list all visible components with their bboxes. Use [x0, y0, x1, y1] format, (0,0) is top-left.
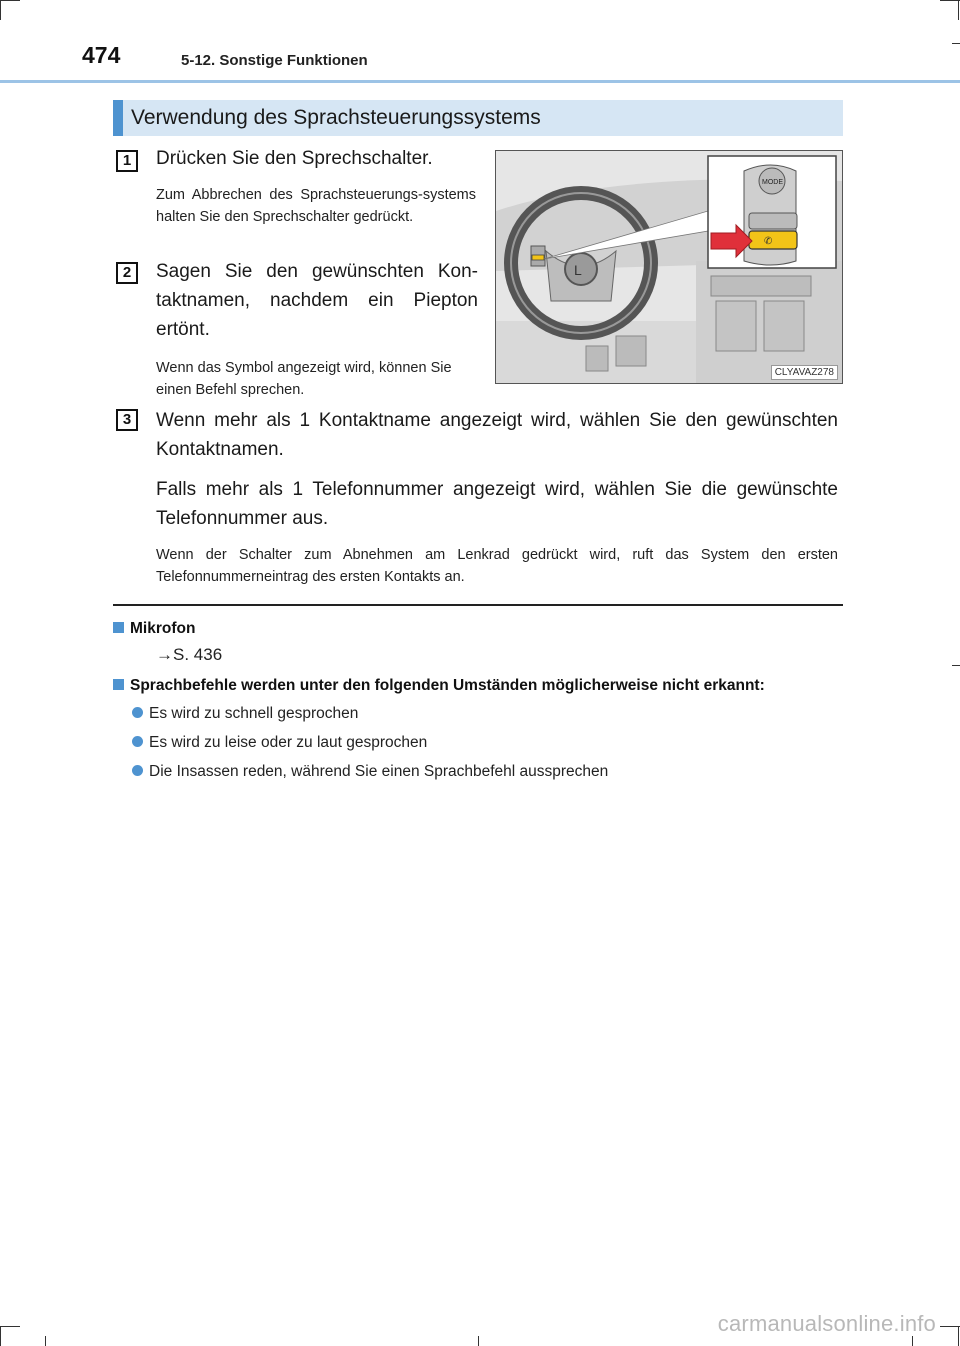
step-number-1: 1 — [116, 150, 138, 172]
round-bullet-icon — [132, 765, 143, 776]
crop-mark — [958, 0, 959, 20]
step-3-text-2: Falls mehr als 1 Telefonnummer angezeigt wird, wählen Sie die gewünschte Telefonnummer aus. — [156, 479, 838, 529]
step-2-text: Sagen Sie den gewünschten Kon-taktnamen, nachdem ein Piepton ertönt. — [156, 261, 478, 340]
round-bullet-icon — [132, 736, 143, 747]
list-item: Die Insassen reden, während Sie einen Sprachbefehl aussprechen — [132, 763, 608, 781]
crop-mark — [952, 43, 960, 44]
step-number-2: 2 — [116, 262, 138, 284]
step-3-note: Wenn der Schalter zum Abnehmen am Lenkrad gedrückt wird, ruft das System den ersten Telefonnummerneintrag des ersten Kontakts an. — [156, 547, 838, 585]
recognition-heading: Sprachbefehle werden unter den folgenden Umständen möglicherweise nicht erkannt: — [113, 677, 765, 695]
mikrofon-heading: Mikrofon — [113, 620, 195, 638]
list-item: Es wird zu leise oder zu laut gesprochen — [132, 734, 427, 752]
step-1-note: Zum Abbrechen des Sprachsteuerungs-systems halten Sie den Sprechschalter gedrückt. — [156, 187, 476, 225]
page-reference-link[interactable]: →S. 436 — [156, 645, 223, 664]
chapter-title: 5-12. Sonstige Funktionen — [181, 52, 368, 69]
crop-mark — [958, 1326, 959, 1346]
step-1-text: Drücken Sie den Sprechschalter. — [156, 148, 433, 169]
svg-text:L: L — [574, 262, 582, 278]
round-bullet-icon — [132, 707, 143, 718]
steering-wheel-illustration — [495, 150, 843, 384]
illustration-code: CLYAVAZ278 — [771, 365, 838, 380]
crop-mark — [0, 0, 20, 1]
svg-text:✆: ✆ — [764, 236, 773, 247]
header-rule — [0, 80, 960, 83]
crop-mark — [478, 1336, 479, 1346]
steering-wheel-drawing — [496, 151, 842, 383]
crop-mark — [912, 1336, 913, 1346]
section-divider — [113, 604, 843, 606]
crop-mark — [0, 1326, 1, 1346]
crop-mark — [952, 665, 960, 666]
square-bullet-icon — [113, 679, 124, 690]
watermark: carmanualsonline.info — [717, 1311, 936, 1336]
step-number-3: 3 — [116, 409, 138, 431]
crop-mark — [940, 1326, 960, 1327]
crop-mark — [0, 0, 1, 20]
section-heading: Verwendung des Sprachsteuerungssystems — [113, 100, 843, 136]
page-number: 474 — [82, 42, 121, 68]
mode-button-label: MODE — [762, 179, 783, 186]
square-bullet-icon — [113, 622, 124, 633]
list-item: Es wird zu schnell gesprochen — [132, 705, 358, 723]
crop-mark — [940, 0, 960, 1]
crop-mark — [45, 1336, 46, 1346]
step-3-text: Wenn mehr als 1 Kontaktname angezeigt wird, wählen Sie den gewünschten Kontaktnamen. — [156, 410, 838, 460]
crop-mark — [0, 1326, 20, 1327]
step-2-note: Wenn das Symbol angezeigt wird, können Sie einen Befehl sprechen. — [156, 360, 452, 398]
